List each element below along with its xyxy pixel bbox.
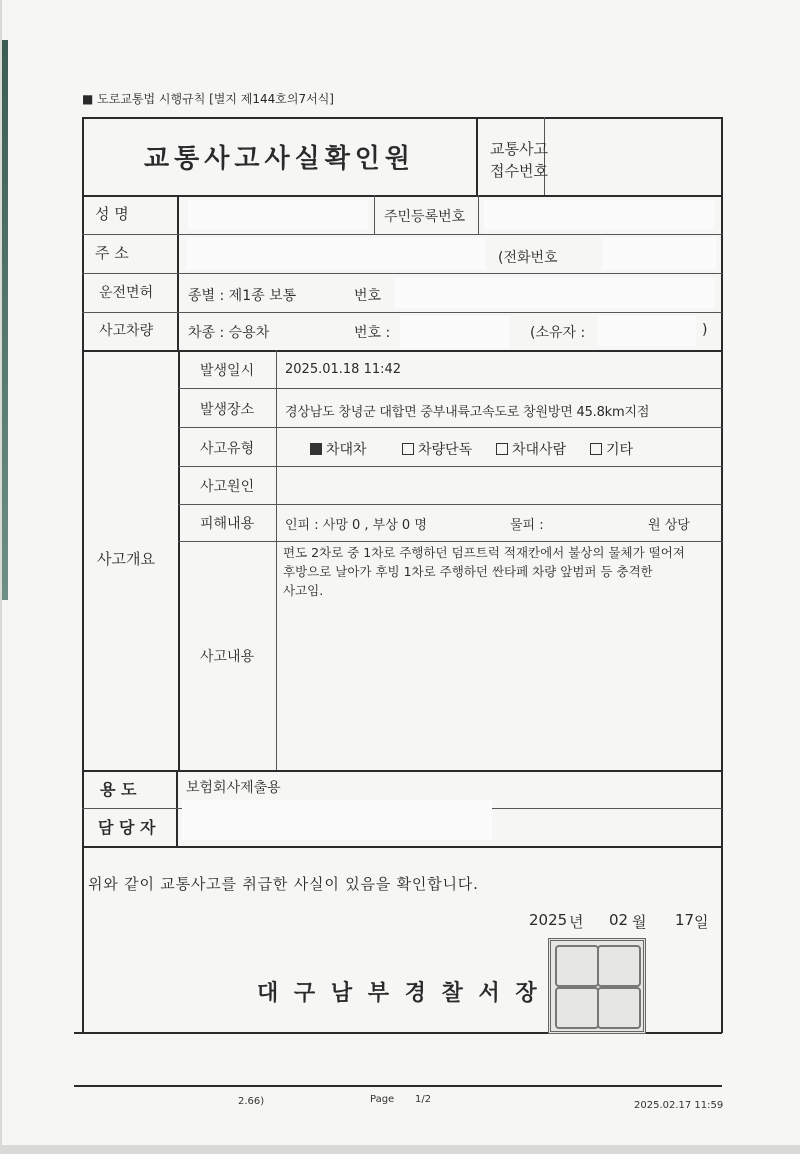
row-line [82,312,722,313]
document-page [2,0,800,1145]
content-label: 사고내용 [200,649,255,665]
rrn-value-divider [478,195,479,234]
accident-type-option: 차대차 [310,439,367,459]
occurred-at-value: 2025.01.18 11:42 [285,362,402,377]
license-number-label: 번호 [354,288,382,304]
checkbox-checked-icon [310,443,322,455]
license-label: 운전면허 [99,285,154,301]
title-divider [476,117,478,197]
checkbox-empty-icon [496,443,508,455]
damage-label: 피해내용 [200,516,255,532]
content-line: 사고임. [283,583,324,598]
official-seal [548,938,646,1034]
accident-type-option: 기타 [590,439,633,459]
date-year-unit: 년 [569,913,584,931]
damage-value: 인피 : 사망 0 , 부상 0 명 [285,518,427,533]
accident-type-option: 차량단독 [402,439,472,459]
table-right-border [721,117,723,1033]
vehicle-label: 사고차량 [99,323,154,339]
date-month: 02 [609,911,629,929]
phone-label: (전화번호 [498,250,558,266]
phone-redaction [602,238,716,270]
date-month-unit: 월 [632,913,647,931]
owner-redaction [598,316,696,346]
date-day: 17 [675,911,695,929]
row-line [178,504,722,505]
row-line [178,427,722,428]
accident-type-option: 차대사람 [496,439,566,459]
checkbox-empty-icon [402,443,414,455]
purpose-value: 보험회사제출용 [186,780,281,796]
rrn-label: 주민등록번호 [384,209,466,225]
rrn-redaction [484,200,714,230]
issuer-name: 대 구 남 부 경 찰 서 장 [257,981,541,1006]
row-line [82,846,723,848]
footer-printed-at: 2025.02.17 11:59 [634,1100,724,1111]
overview-sublabel-divider [276,350,277,770]
date-day-unit: 일 [694,913,709,931]
vehicle-type: 차종 : 승용차 [188,325,270,341]
seal-glyph [555,945,599,987]
content-line: 후방으로 날아가 후빙 1차로 주행하던 싼타페 차량 앞범퍼 등 충격한 [283,564,653,579]
owner-close: ) [702,322,708,338]
row-line [178,388,722,389]
footer-line [74,1085,722,1087]
row-line [82,273,722,274]
vehicle-number-label: 번호 : [354,325,391,341]
form-code: ■ 도로교통법 시행규칙 [별지 제144호의7서식] [82,92,334,106]
row-line [178,466,722,467]
location-value: 경상남도 창녕군 대합면 중부내륙고속도로 창원방면 45.8km지점 [285,405,650,420]
background-edge [2,40,8,600]
date-year: 2025 [529,911,568,929]
cause-label: 사고원인 [200,479,255,495]
officer-redaction [182,800,492,840]
seal-glyph [597,945,641,987]
address-redaction [186,238,486,270]
seal-glyph [555,987,599,1029]
license-number-redaction [394,278,714,308]
officer-label: 담 당 자 [98,818,156,837]
overview-label-divider [178,350,180,770]
name-redaction [188,200,368,230]
accident-type-label: 사고유형 [200,441,255,457]
confirmation-text: 위와 같이 교통사고를 취급한 사실이 있음을 확인합니다. [88,875,479,893]
name-label: 성 명 [95,205,129,223]
property-damage-label: 물피 : [510,518,544,533]
overview-label: 사고개요 [97,550,155,568]
owner-label: (소유자 : [530,325,586,341]
row-line [82,770,723,772]
row-line [178,541,722,542]
table-top-border [82,117,723,119]
property-damage-amount: 원 상당 [648,518,690,533]
document-title: 교통사고사실확인원 [144,144,416,174]
address-label: 주 소 [95,244,129,262]
license-type: 종별 : 제1종 보통 [188,288,297,304]
footer-page-number: 1/2 [415,1094,432,1105]
content-line: 편도 2차로 중 1차로 주행하던 덤프트럭 적재칸에서 불상의 물체가 떨어져 [283,545,685,560]
checkbox-empty-icon [590,443,602,455]
seal-glyph [597,987,641,1029]
vehicle-number-redaction [400,316,510,348]
table-left-border [82,117,84,1033]
rrn-divider [374,195,375,234]
row-line [82,234,722,235]
receipt-label-1: 교통사고 [490,140,548,158]
occurred-at-label: 발생일시 [200,363,255,379]
purpose-label: 용 도 [100,780,137,799]
footer-page-label: Page [370,1094,395,1105]
footer-left: 2.66) [238,1096,265,1107]
location-label: 발생장소 [200,402,255,418]
receipt-label-2: 접수번호 [490,162,548,180]
